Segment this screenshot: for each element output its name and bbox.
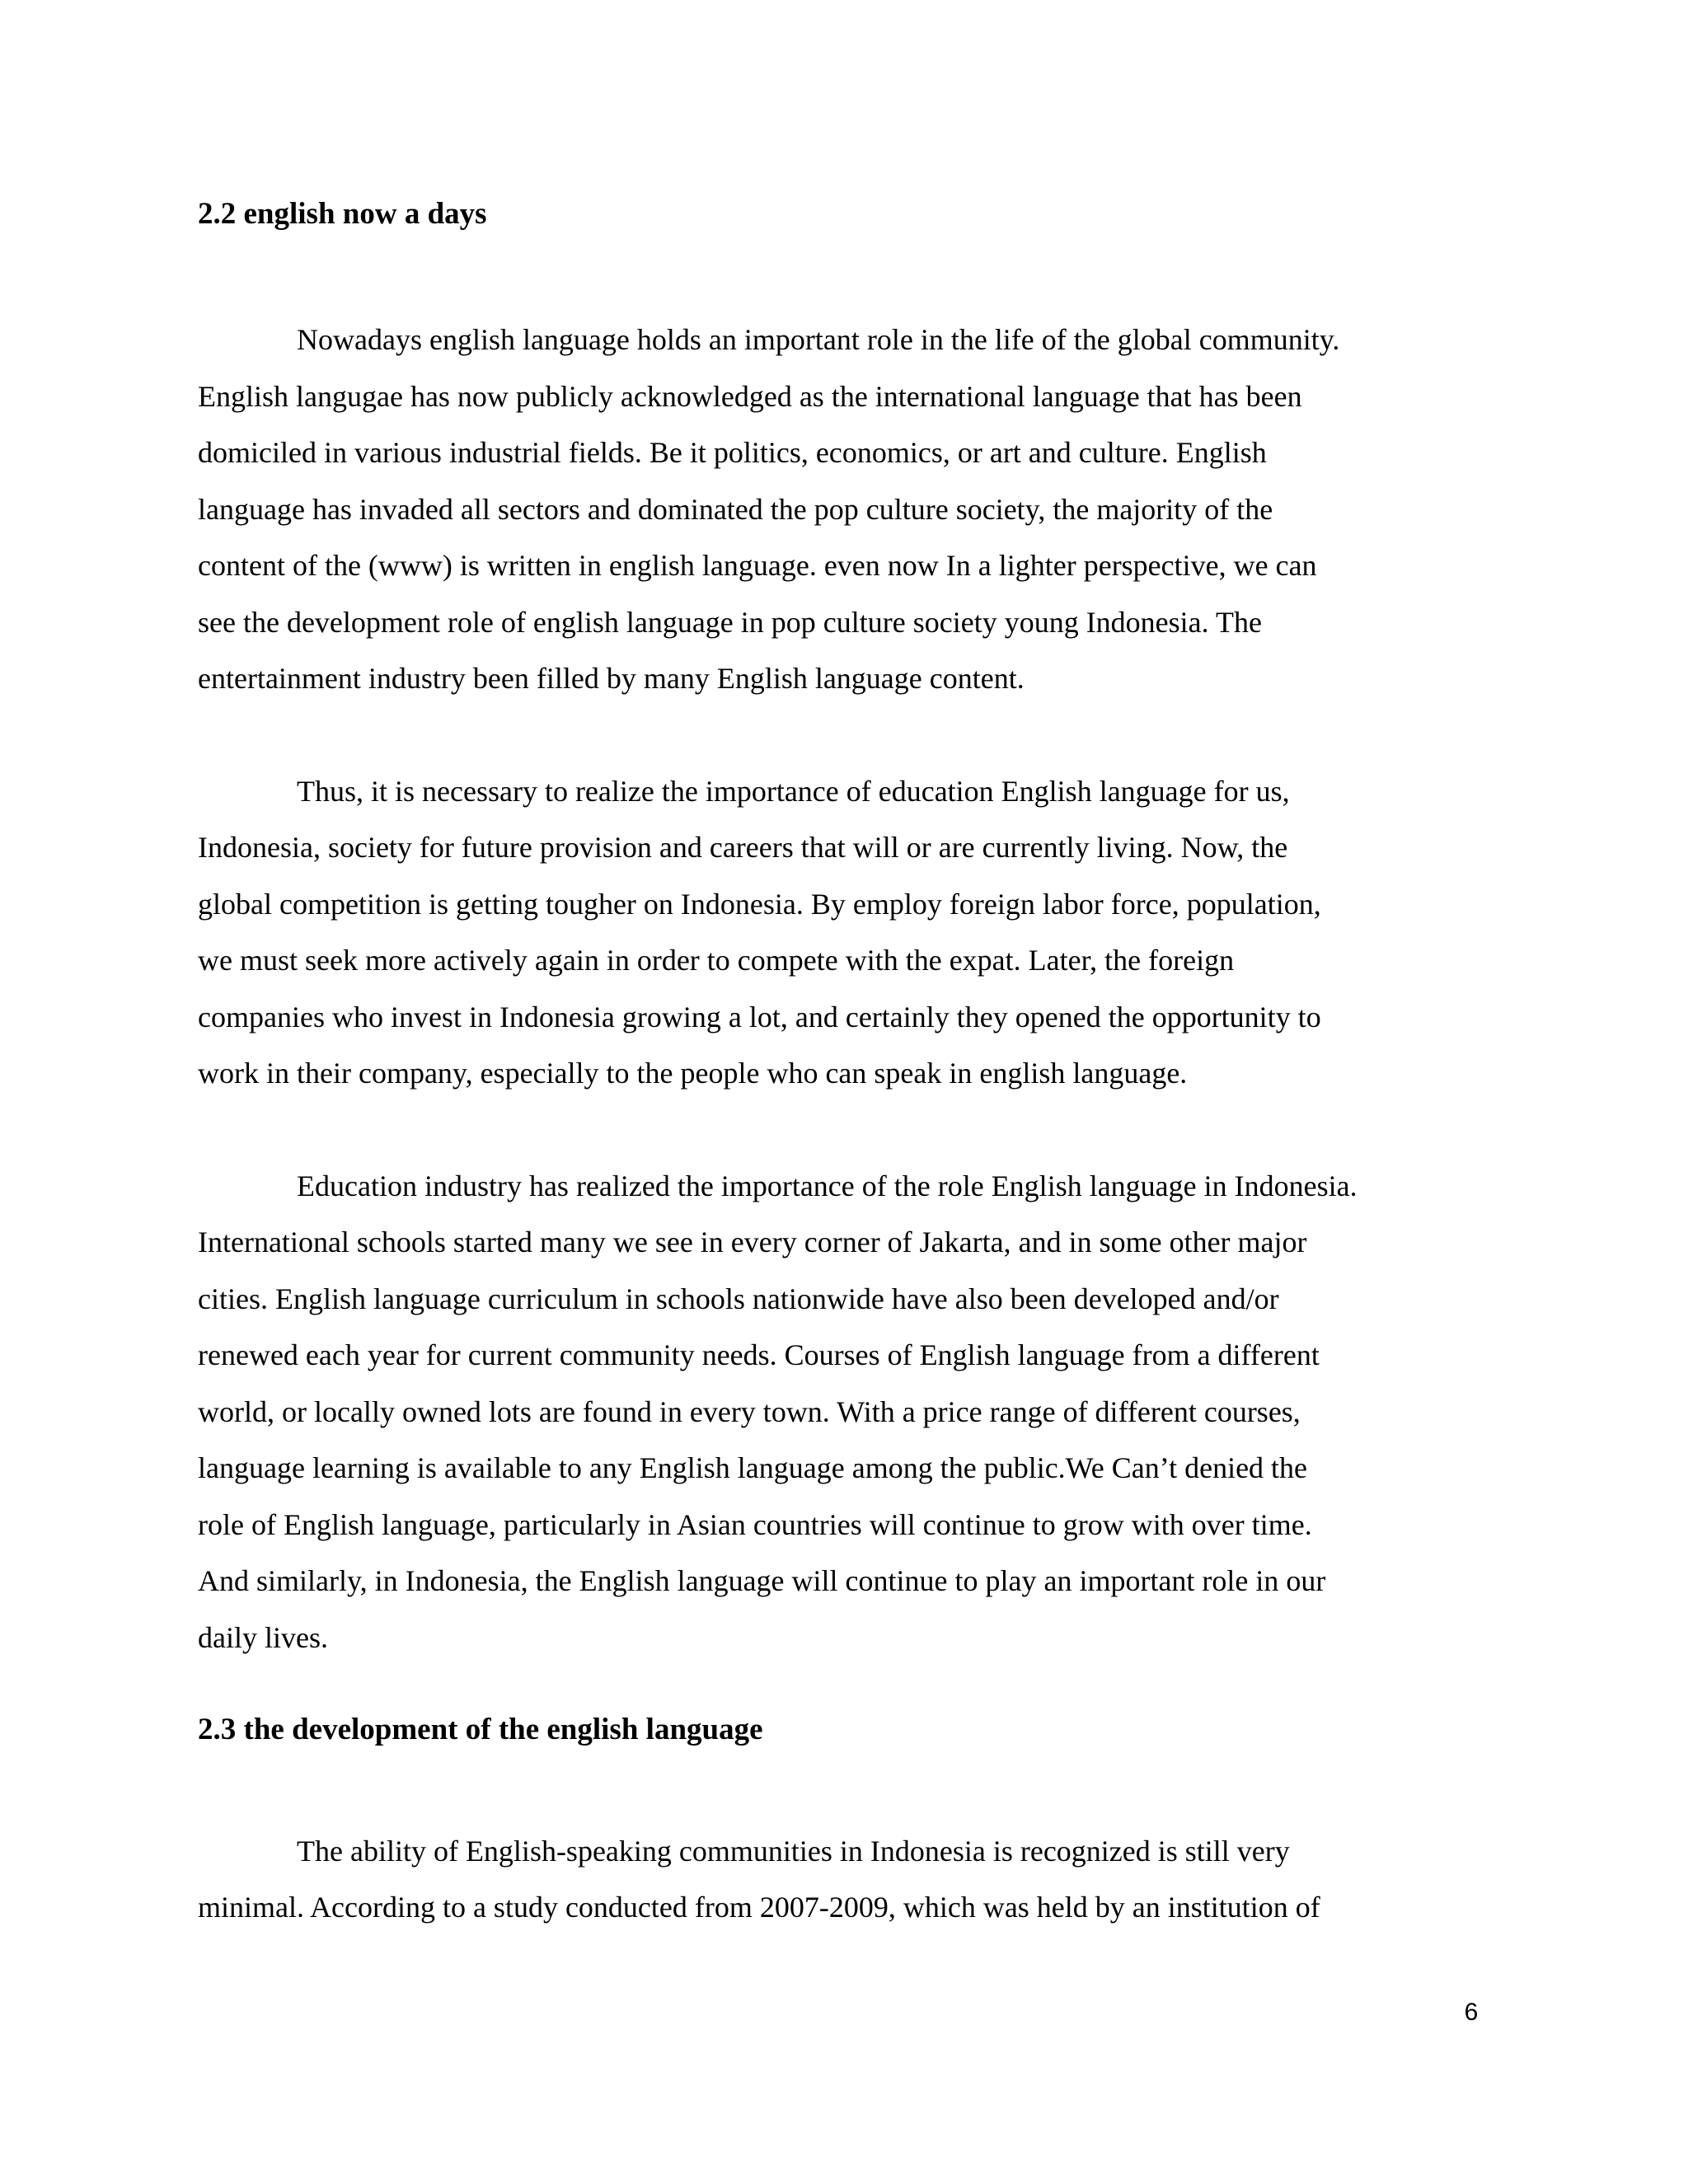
- text-line: English langugae has now publicly acknowledged as the international language that has been: [198, 380, 1302, 413]
- text-line: language learning is available to any English language among the public.We Can’t denied the: [198, 1451, 1308, 1484]
- text-line: language has invaded all sectors and dominated the pop culture society, the majority of the: [198, 493, 1273, 526]
- text-line: Education industry has realized the importance of the role English language in Indonesia.: [297, 1169, 1357, 1202]
- text-line: Thus, it is necessary to realize the importance of education English language for us,: [297, 775, 1290, 808]
- text-line: Nowadays english language holds an important role in the life of the global community.: [297, 323, 1340, 356]
- text-line: role of English language, particularly in Asian countries will continue to grow with over time.: [198, 1508, 1312, 1541]
- text-line: work in their company, especially to the people who can speak in english language.: [198, 1057, 1188, 1090]
- text-line: entertainment industry been filled by many English language content.: [198, 662, 1025, 695]
- text-line: content of the (www) is written in english language. even now In a lighter perspective, we can: [198, 549, 1317, 582]
- text-line: minimal. According to a study conducted from 2007-2009, which was held by an institution of: [198, 1891, 1320, 1924]
- text-line: renewed each year for current community needs. Courses of English language from a different: [198, 1338, 1320, 1371]
- text-line: Indonesia, society for future provision and careers that will or are currently living. Now, the: [198, 831, 1288, 864]
- text-line: see the development role of english language in pop culture society young Indonesia. The: [198, 606, 1262, 639]
- text-line: domiciled in various industrial fields. Be it politics, economics, or art and culture. English: [198, 436, 1267, 469]
- section-heading-2-2: 2.2 english now a days: [198, 197, 487, 231]
- text-line: global competition is getting tougher on Indonesia. By employ foreign labor force, population,: [198, 888, 1321, 921]
- page-number: 6: [1464, 1999, 1479, 2026]
- text-line: we must seek more actively again in order to compete with the expat. Later, the foreign: [198, 944, 1235, 977]
- text-line: And similarly, in Indonesia, the English language will continue to play an important role in our: [198, 1564, 1326, 1597]
- text-line: daily lives.: [198, 1621, 328, 1654]
- section-heading-2-3: 2.3 the development of the english language: [198, 1713, 763, 1746]
- text-line: companies who invest in Indonesia growing a lot, and certainly they opened the opportunity to: [198, 1001, 1321, 1033]
- text-line: cities. English language curriculum in schools nationwide have also been developed and/or: [198, 1282, 1279, 1315]
- text-line: The ability of English-speaking communities in Indonesia is recognized is still very: [297, 1835, 1290, 1868]
- text-line: world, or locally owned lots are found in every town. With a price range of different courses,: [198, 1395, 1301, 1428]
- text-line: International schools started many we see in every corner of Jakarta, and in some other major: [198, 1226, 1307, 1258]
